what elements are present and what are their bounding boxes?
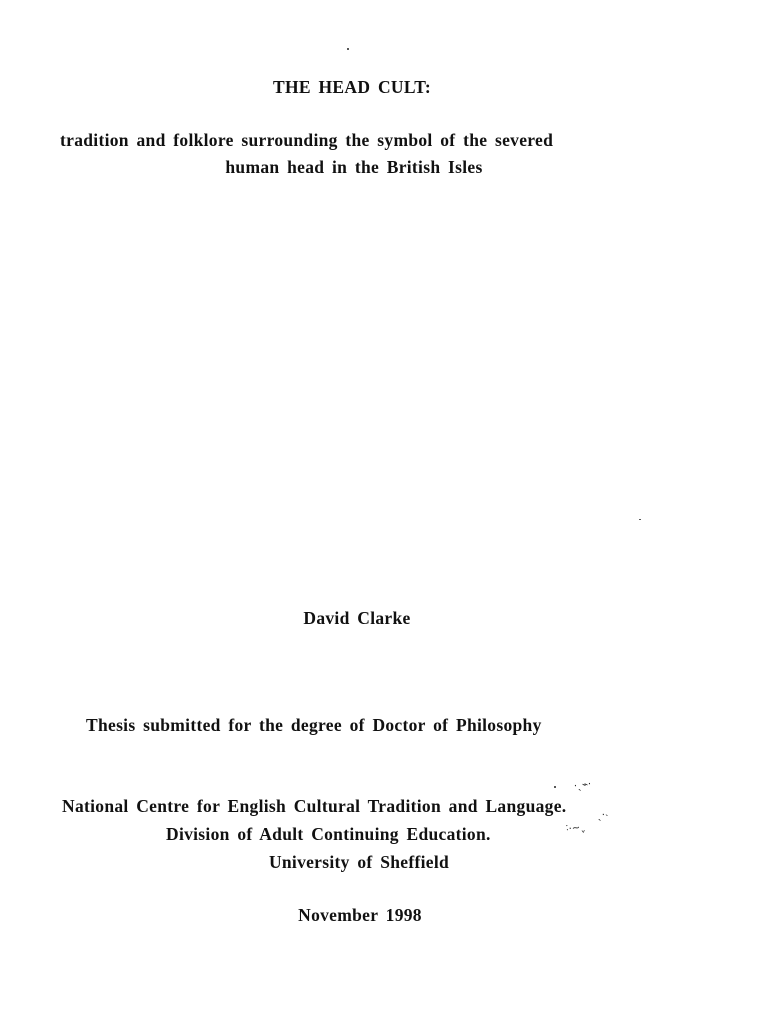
stamp-artifact: ˎ·˴ — [596, 809, 610, 822]
scan-speck — [347, 48, 349, 50]
author-name: David Clarke — [303, 608, 411, 628]
degree-statement: Thesis submitted for the degree of Doctor of Philosophy — [86, 715, 542, 735]
institution-centre: National Centre for English Cultural Tradition and Language. — [62, 796, 567, 816]
institution-university: University of Sheffield — [268, 852, 450, 872]
scan-speck — [554, 786, 556, 788]
thesis-subtitle-line-1: tradition and folklore surrounding the symbol of the severed — [60, 130, 554, 150]
institution-division: Division of Adult Continuing Education. — [166, 824, 491, 844]
scan-speck — [639, 519, 641, 520]
stamp-artifact: ·ˎ⌁· — [573, 778, 593, 793]
thesis-subtitle-line-2: human head in the British Isles — [225, 157, 483, 177]
submission-date: November 1998 — [298, 905, 422, 925]
thesis-title: THE HEAD CULT: — [272, 77, 431, 97]
stamp-artifact: ˸·~ˬ — [565, 821, 586, 836]
